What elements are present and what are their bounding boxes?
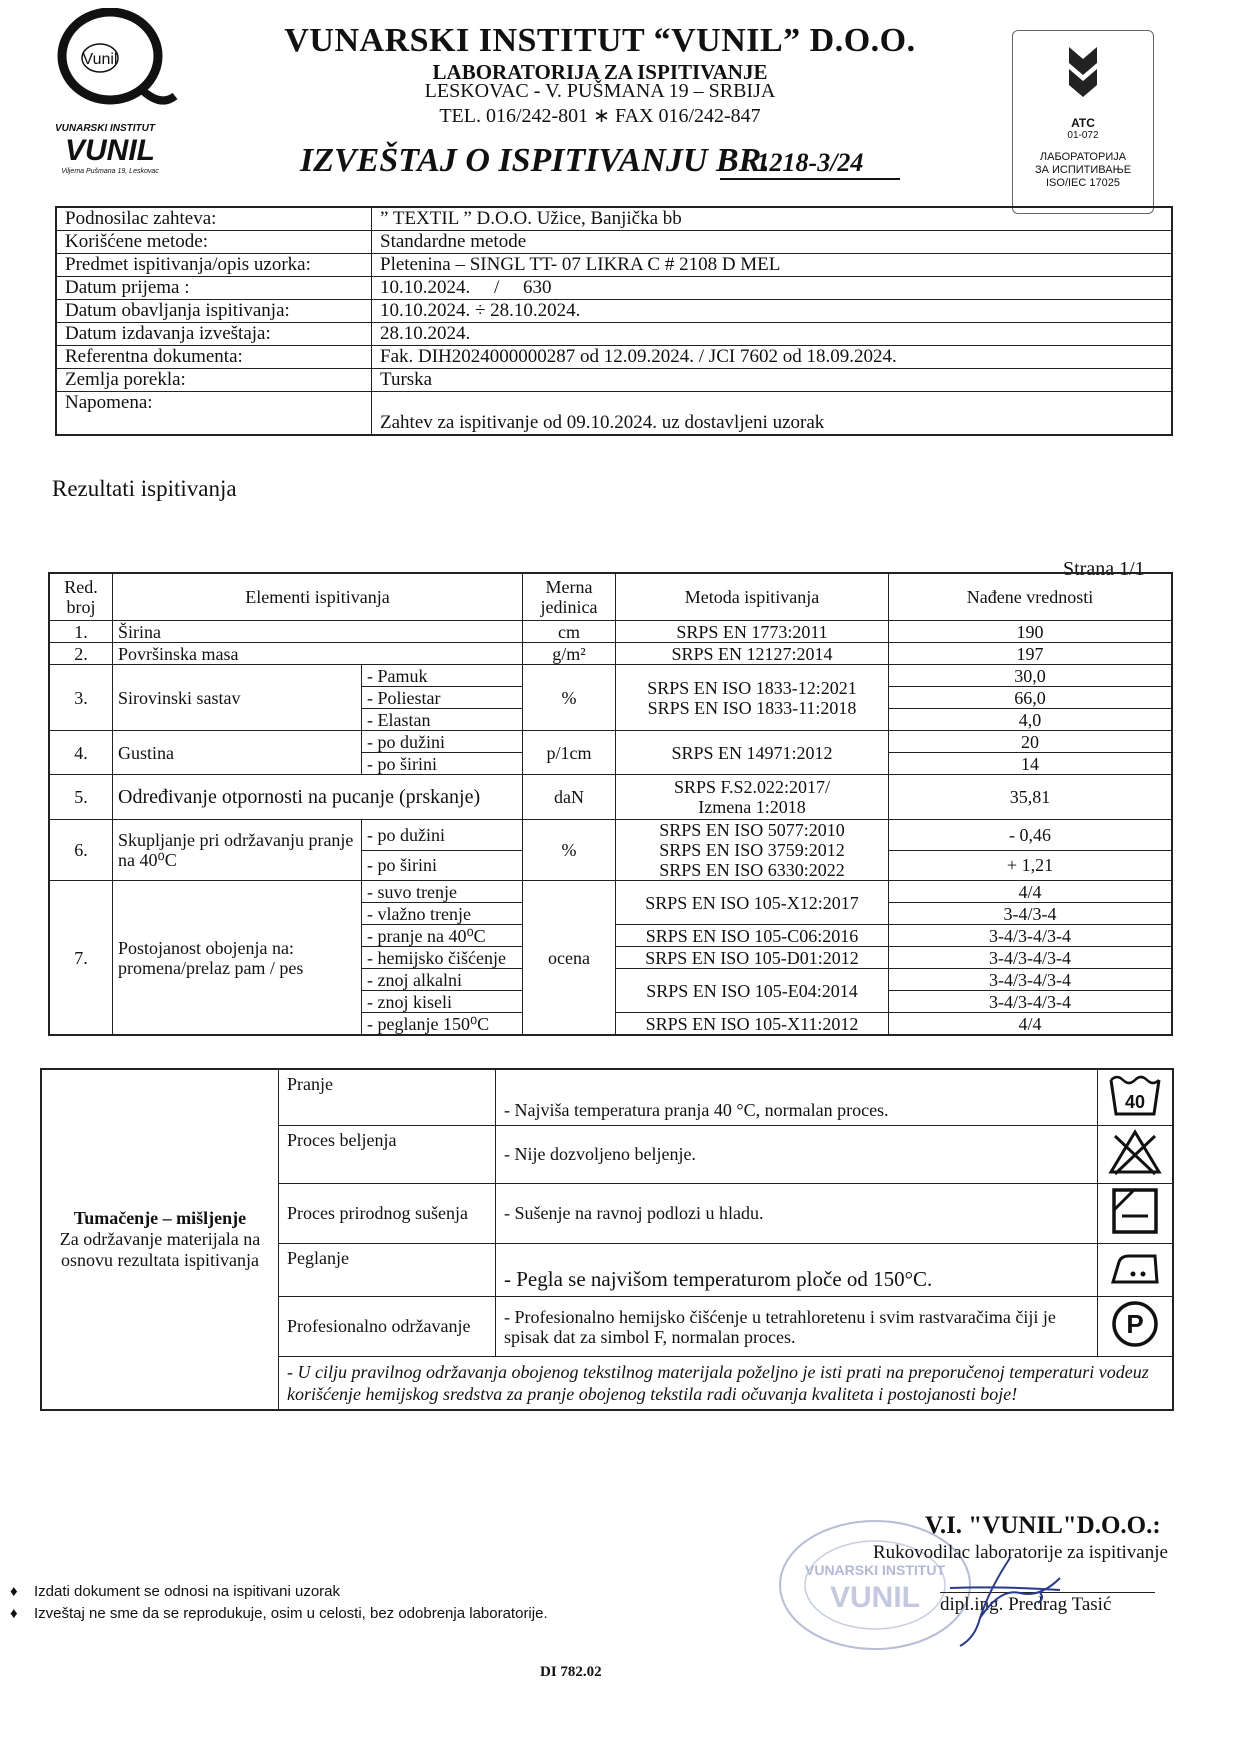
row-value: 4/4 bbox=[889, 1013, 1173, 1036]
sub-label: - suvo trenje bbox=[362, 881, 523, 903]
info-label: Zemlja porekla: bbox=[56, 369, 372, 392]
sub-label: - znoj alkalni bbox=[362, 969, 523, 991]
sub-label: - Elastan bbox=[362, 709, 523, 731]
row-unit: % bbox=[523, 665, 616, 731]
care-text: - Nije dozvoljeno beljenje. bbox=[496, 1126, 1098, 1184]
care-row bbox=[41, 1069, 1173, 1126]
professional-clean-p-icon bbox=[1098, 1297, 1174, 1357]
bullet-icon: ♦ bbox=[10, 1583, 18, 1600]
method-line: SRPS F.S2.022:2017/ bbox=[673, 777, 831, 797]
table-row bbox=[49, 665, 1172, 687]
row-method bbox=[616, 775, 889, 820]
table-row bbox=[49, 775, 1172, 820]
svg-text:VUNIL: VUNIL bbox=[830, 1581, 920, 1614]
iron-two-dots-icon bbox=[1098, 1244, 1174, 1297]
col-header-value: Nađene vrednosti bbox=[889, 573, 1173, 621]
row-method: SRPS EN ISO 105-E04:2014 bbox=[616, 969, 889, 1013]
row-unit: p/1cm bbox=[523, 731, 616, 775]
request-info-table bbox=[55, 206, 1173, 436]
method-line: SRPS EN ISO 6330:2022 bbox=[659, 860, 845, 880]
signature-role: Rukovodilac laboratorije za ispitivanje bbox=[873, 1542, 1168, 1563]
page-number: Strana 1/1 bbox=[1063, 558, 1145, 580]
accreditation-code: ATC bbox=[1071, 116, 1095, 130]
accreditation-badge bbox=[1012, 30, 1154, 214]
row-unit: g/m² bbox=[523, 643, 616, 665]
accreditation-line-1: ЛАБОРАТОРИЈА bbox=[1039, 151, 1127, 163]
row-value: + 1,21 bbox=[889, 850, 1173, 881]
col-header-element: Elementi ispitivanja bbox=[113, 573, 523, 621]
table-row bbox=[49, 820, 1172, 851]
svg-text:Vunil: Vunil bbox=[82, 51, 118, 68]
signature-organization: V.I. "VUNIL"D.O.O.: bbox=[925, 1512, 1161, 1539]
col-header-no: Red. broj bbox=[49, 573, 113, 621]
row-method bbox=[616, 820, 889, 881]
sub-label: - hemijsko čišćenje bbox=[362, 947, 523, 969]
row-value: 3-4/3-4/3-4 bbox=[889, 969, 1173, 991]
row-value: 3-4/3-4 bbox=[889, 903, 1173, 925]
info-label: Datum prijema : bbox=[56, 277, 372, 300]
footer-note-text: Izveštaj ne sme da se reprodukuje, osim u celosti, bez odobrenja laboratorije. bbox=[34, 1605, 548, 1622]
dry-flat-shade-icon bbox=[1098, 1184, 1174, 1244]
info-row bbox=[56, 346, 1172, 369]
info-value: Fak. DIH2024000000287 od 12.09.2024. / JCI 7602 od 18.09.2024. bbox=[372, 346, 1173, 369]
info-row bbox=[56, 323, 1172, 346]
accreditation-line-2: ЗА ИСПИТИВАЊЕ bbox=[1034, 164, 1132, 176]
sub-label: - po dužini bbox=[362, 820, 523, 851]
wash-40-icon bbox=[1098, 1069, 1174, 1126]
interpretation-table bbox=[40, 1068, 1174, 1411]
row-value: 14 bbox=[889, 753, 1173, 775]
phone-fax: TEL. 016/242-801 ∗ FAX 016/242-847 bbox=[439, 105, 761, 127]
row-unit: daN bbox=[523, 775, 616, 820]
row-number: 2. bbox=[49, 643, 113, 665]
info-label: Napomena: bbox=[56, 392, 372, 436]
row-method: SRPS EN ISO 105-X11:2012 bbox=[616, 1013, 889, 1036]
row-value: 3-4/3-4/3-4 bbox=[889, 947, 1173, 969]
info-row bbox=[56, 254, 1172, 277]
row-method: SRPS EN ISO 105-D01:2012 bbox=[616, 947, 889, 969]
row-number: 7. bbox=[49, 881, 113, 1036]
footer-note-2 bbox=[10, 1605, 548, 1622]
sub-label: - znoj kiseli bbox=[362, 991, 523, 1013]
row-value: 35,81 bbox=[889, 775, 1173, 820]
accreditation-number: 01-072 bbox=[1067, 130, 1099, 141]
svg-text:VUNARSKI INSTITUT: VUNARSKI INSTITUT bbox=[55, 123, 155, 134]
bullet-icon: ♦ bbox=[10, 1605, 18, 1622]
report-number: 1218-3/24 bbox=[720, 148, 900, 180]
sub-label: - pranje na 40⁰C bbox=[362, 925, 523, 947]
info-row bbox=[56, 207, 1172, 231]
row-value: 20 bbox=[889, 731, 1173, 753]
row-method: SRPS EN 12127:2014 bbox=[616, 643, 889, 665]
care-text: - Profesionalno hemijsko čišćenje u tetrahloretenu i svim rastvaračima čiji je spisak dat za simbol F, normalan proces. bbox=[496, 1297, 1098, 1357]
care-label: Proces prirodnog sušenja bbox=[279, 1184, 496, 1244]
info-label: Podnosilac zahteva: bbox=[56, 207, 372, 231]
info-row bbox=[56, 277, 1172, 300]
info-value: Zahtev za ispitivanje od 09.10.2024. uz dostavljeni uzorak bbox=[372, 392, 1173, 436]
care-label: Peglanje bbox=[279, 1244, 496, 1297]
sub-label: - peglanje 150⁰C bbox=[362, 1013, 523, 1036]
method-line: SRPS EN ISO 3759:2012 bbox=[659, 840, 845, 860]
sub-label: - Poliestar bbox=[362, 687, 523, 709]
report-title: IZVEŠTAJ O ISPITIVANJU BR. bbox=[300, 142, 770, 179]
info-value: Pletenina – SINGL TT- 07 LIKRA C # 2108 D MEL bbox=[372, 254, 1173, 277]
row-number: 3. bbox=[49, 665, 113, 731]
info-value: 10.10.2024. ÷ 28.10.2024. bbox=[372, 300, 1173, 323]
row-unit: cm bbox=[523, 621, 616, 643]
info-label: Korišćene metode: bbox=[56, 231, 372, 254]
row-unit: ocena bbox=[523, 881, 616, 1036]
care-label: Proces beljenja bbox=[279, 1126, 496, 1184]
row-value: 4/4 bbox=[889, 881, 1173, 903]
footer-note-1 bbox=[10, 1583, 340, 1600]
row-unit: % bbox=[523, 820, 616, 881]
row-value: 3-4/3-4/3-4 bbox=[889, 991, 1173, 1013]
table-row bbox=[49, 621, 1172, 643]
row-element: Određivanje otpornosti na pucanje (prskanje) bbox=[113, 775, 523, 820]
info-row bbox=[56, 231, 1172, 254]
row-element: Površinska masa bbox=[113, 643, 523, 665]
handwritten-signature bbox=[920, 1548, 1120, 1648]
info-value: 28.10.2024. bbox=[372, 323, 1173, 346]
row-element: Gustina bbox=[113, 731, 362, 775]
row-value: 3-4/3-4/3-4 bbox=[889, 925, 1173, 947]
results-header-row bbox=[49, 573, 1172, 621]
signatory-name: dipl.ing. Predrag Tasić bbox=[940, 1594, 1112, 1615]
row-method: SRPS EN 14971:2012 bbox=[616, 731, 889, 775]
method-line: SRPS EN ISO 1833-12:2021 bbox=[647, 677, 857, 698]
interpretation-title: Tumačenje – mišljenje bbox=[73, 1208, 247, 1228]
info-label: Referentna dokumenta: bbox=[56, 346, 372, 369]
info-row bbox=[56, 369, 1172, 392]
row-element: Postojanost obojenja na: promena/prelaz pam / pes bbox=[113, 881, 362, 1036]
svg-text:40: 40 bbox=[1124, 1092, 1146, 1112]
row-number: 6. bbox=[49, 820, 113, 881]
row-method: SRPS EN ISO 105-C06:2016 bbox=[616, 925, 889, 947]
info-value: ” TEXTIL ” D.O.O. Užice, Banjička bb bbox=[372, 207, 1173, 231]
care-label: Pranje bbox=[279, 1069, 496, 1126]
vunil-logo bbox=[55, 8, 190, 183]
info-row bbox=[56, 392, 1172, 436]
interpretation-subtitle: Za održavanje materijala na osnovu rezultata ispitivanja bbox=[59, 1229, 261, 1270]
info-value: Turska bbox=[372, 369, 1173, 392]
row-method bbox=[616, 665, 889, 731]
svg-text:P: P bbox=[1126, 1309, 1144, 1339]
row-value: 197 bbox=[889, 643, 1173, 665]
row-element: Sirovinski sastav bbox=[113, 665, 362, 731]
info-label: Predmet ispitivanja/opis uzorka: bbox=[56, 254, 372, 277]
row-method: SRPS EN ISO 105-X12:2017 bbox=[616, 881, 889, 925]
address: LESKOVAC - V. PUŠMANA 19 – SRBIJA bbox=[424, 80, 776, 102]
sub-label: - po širini bbox=[362, 850, 523, 881]
sub-label: - po širini bbox=[362, 753, 523, 775]
svg-text:VUNARSKI INSTITUT: VUNARSKI INSTITUT bbox=[805, 1562, 945, 1578]
col-header-method: Metoda ispitivanja bbox=[616, 573, 889, 621]
row-value: 190 bbox=[889, 621, 1173, 643]
row-element: Skupljanje pri održavanju pranje na 40⁰C bbox=[113, 820, 362, 881]
care-text: - Sušenje na ravnoj podlozi u hladu. bbox=[496, 1184, 1098, 1244]
svg-text:Viljema Pušmana 19, Leskovac: Viljema Pušmana 19, Leskovac bbox=[61, 168, 159, 175]
institute-name: VUNARSKI INSTITUT “VUNIL” D.O.O. bbox=[284, 22, 916, 59]
accreditation-line-3: ISO/IEC 17025 bbox=[1046, 177, 1120, 189]
sub-label: - po dužini bbox=[362, 731, 523, 753]
results-table bbox=[48, 572, 1173, 1036]
document-code: DI 782.02 bbox=[540, 1664, 602, 1680]
svg-text:VUNIL: VUNIL bbox=[65, 134, 155, 167]
results-heading: Rezultati ispitivanja bbox=[52, 476, 237, 501]
col-header-unit: Merna jedinica bbox=[523, 573, 616, 621]
info-value: Standardne metode bbox=[372, 231, 1173, 254]
row-element: Širina bbox=[113, 621, 523, 643]
sub-label: - vlažno trenje bbox=[362, 903, 523, 925]
care-text: - Pegla se najvišom temperaturom ploče od 150°C. bbox=[496, 1244, 1098, 1297]
footer-note-text: Izdati dokument se odnosi na ispitivani uzorak bbox=[34, 1583, 341, 1600]
row-value: 30,0 bbox=[889, 665, 1173, 687]
row-number: 1. bbox=[49, 621, 113, 643]
method-line: Izmena 1:2018 bbox=[698, 797, 806, 817]
row-value: 66,0 bbox=[889, 687, 1173, 709]
info-label: Datum izdavanja izveštaja: bbox=[56, 323, 372, 346]
care-text: - Najviša temperatura pranja 40 °C, normalan proces. bbox=[496, 1069, 1098, 1126]
lab-name: LABORATORIJA ZA ISPITIVANJE bbox=[432, 60, 768, 84]
row-number: 5. bbox=[49, 775, 113, 820]
method-line: SRPS EN ISO 5077:2010 bbox=[659, 820, 845, 840]
row-method: SRPS EN 1773:2011 bbox=[616, 621, 889, 643]
method-line: SRPS EN ISO 1833-11:2018 bbox=[647, 697, 857, 718]
table-row bbox=[49, 643, 1172, 665]
interpretation-heading bbox=[41, 1069, 279, 1410]
table-row bbox=[49, 881, 1172, 903]
care-label: Profesionalno održavanje bbox=[279, 1297, 496, 1357]
row-number: 4. bbox=[49, 731, 113, 775]
info-value: 10.10.2024. / 630 bbox=[372, 277, 1173, 300]
info-row bbox=[56, 300, 1172, 323]
care-note: - U cilju pravilnog održavanja obojenog tekstilnog materijala poželjno je isti prati na preporučenoj temperaturi vodeuz korišćenje hemijskog sredstva za pranje obojenog tekstila radi očuvanja kvaliteta i postojanosti boje! bbox=[279, 1357, 1174, 1411]
table-row bbox=[49, 731, 1172, 753]
atc-check-icon bbox=[1053, 39, 1113, 109]
no-bleach-icon bbox=[1098, 1126, 1174, 1184]
sub-label: - Pamuk bbox=[362, 665, 523, 687]
row-value: - 0,46 bbox=[889, 820, 1173, 851]
row-value: 4,0 bbox=[889, 709, 1173, 731]
info-label: Datum obavljanja ispitivanja: bbox=[56, 300, 372, 323]
